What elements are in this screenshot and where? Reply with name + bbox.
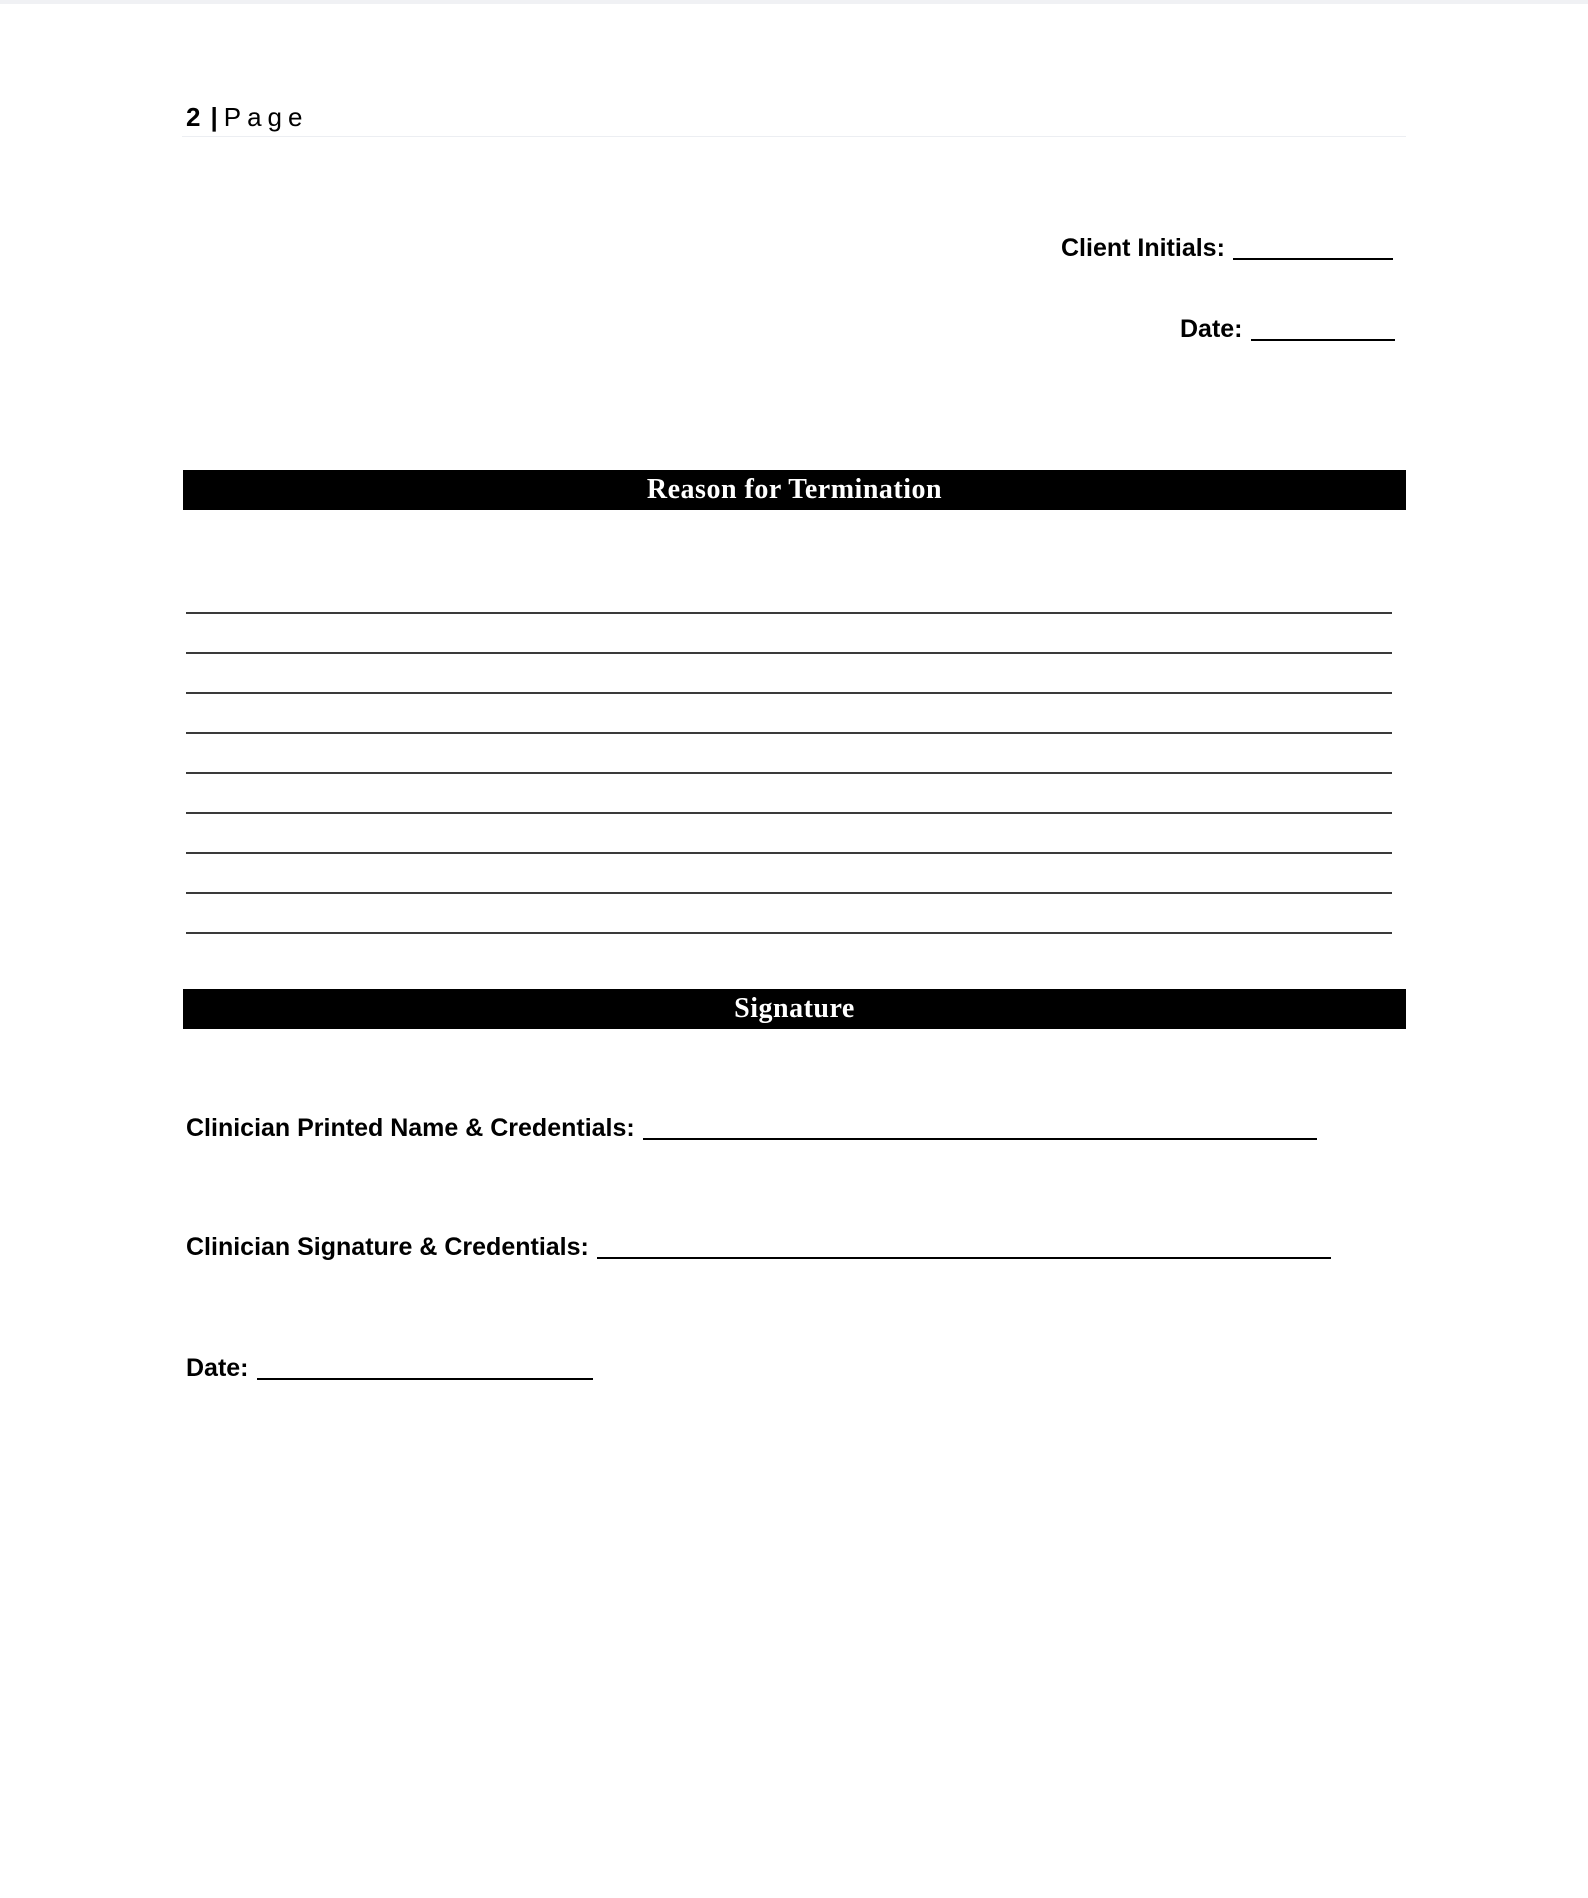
printed-name-label: Clinician Printed Name & Credentials: bbox=[186, 1114, 635, 1142]
page-word: Page bbox=[223, 102, 309, 132]
signature-section-title: Signature bbox=[734, 993, 855, 1024]
page-separator: | bbox=[210, 102, 218, 132]
signature-section-header bbox=[183, 989, 1406, 1029]
reason-write-line[interactable] bbox=[186, 894, 1392, 934]
reason-write-line[interactable] bbox=[186, 614, 1392, 654]
signature-date-field bbox=[186, 1352, 593, 1384]
top-date-blank[interactable] bbox=[1251, 338, 1395, 341]
reason-write-line[interactable] bbox=[186, 574, 1392, 614]
clinician-signature-label: Clinician Signature & Credentials: bbox=[186, 1233, 589, 1261]
reason-write-line[interactable] bbox=[186, 814, 1392, 854]
reason-write-line[interactable] bbox=[186, 694, 1392, 734]
client-initials-blank[interactable] bbox=[1233, 257, 1393, 260]
client-initials-label: Client Initials: bbox=[1061, 234, 1225, 262]
reason-section-title: Reason for Termination bbox=[646, 474, 943, 505]
printed-name-field bbox=[186, 1112, 1317, 1144]
reason-write-line[interactable] bbox=[186, 734, 1392, 774]
reason-write-line[interactable] bbox=[186, 854, 1392, 894]
signature-date-label: Date: bbox=[186, 1354, 249, 1382]
client-initials-field bbox=[1061, 232, 1393, 264]
reason-section-header bbox=[183, 470, 1406, 510]
printed-name-blank[interactable] bbox=[643, 1137, 1317, 1140]
top-date-label: Date: bbox=[1180, 315, 1243, 343]
top-date-field bbox=[1180, 313, 1395, 345]
clinician-signature-field bbox=[186, 1231, 1331, 1263]
clinician-signature-blank[interactable] bbox=[597, 1256, 1331, 1259]
reason-write-line[interactable] bbox=[186, 654, 1392, 694]
top-edge-strip bbox=[0, 0, 1588, 4]
reason-writing-area bbox=[186, 574, 1392, 934]
signature-date-blank[interactable] bbox=[257, 1377, 593, 1380]
reason-write-line[interactable] bbox=[186, 774, 1392, 814]
page-number: 2 bbox=[186, 102, 201, 132]
page-header bbox=[186, 100, 308, 134]
header-divider bbox=[182, 136, 1406, 137]
